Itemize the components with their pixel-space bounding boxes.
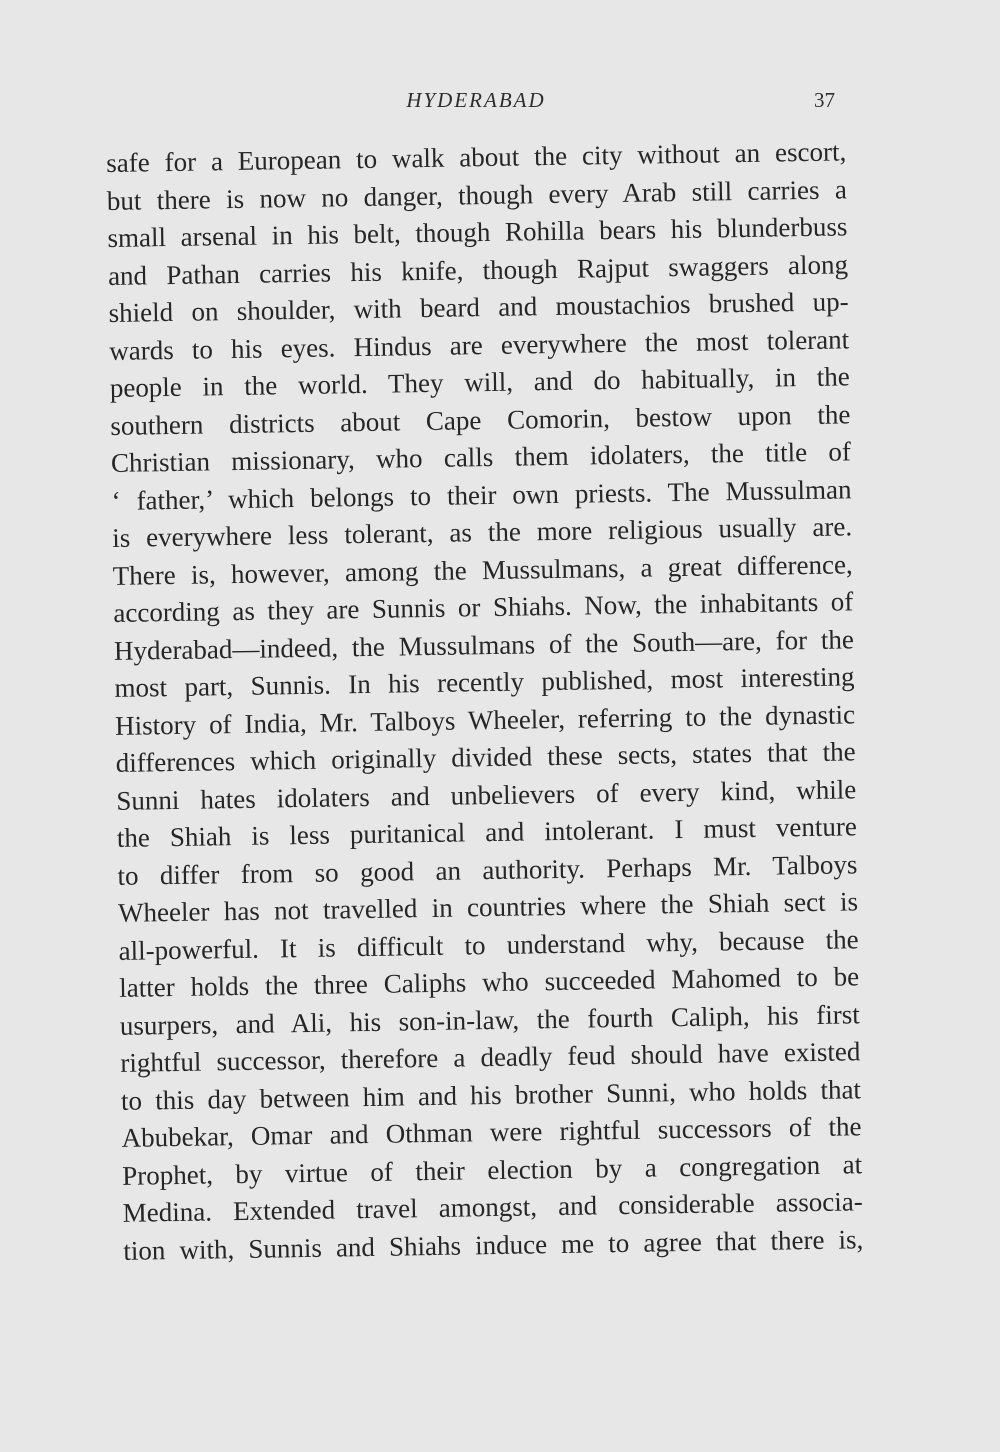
text-line: all-powerful. It is difficult to understand why, because the bbox=[118, 923, 859, 966]
text-line: safe for a European to walk about the city without an escort, bbox=[106, 136, 847, 178]
text-line: latter holds the three Caliphs who succeeded Mahomed to be bbox=[119, 961, 860, 1003]
text-line: Abubekar, Omar and Othman were rightful successors of the bbox=[121, 1111, 862, 1153]
text-line: Wheeler has not travelled in countries where the Shiah sect is bbox=[117, 886, 859, 928]
text-line: small arsenal in his belt, though Rohilla bears his blunderbuss bbox=[107, 211, 848, 253]
text-line: History of India, Mr. Talboys Wheeler, referring to the dynastic bbox=[114, 698, 856, 741]
text-line: and Pathan carries his knife, though Rajput swaggers along bbox=[107, 248, 849, 291]
text-line: Hyderabad—indeed, the Mussulmans of the South—are, for the bbox=[113, 623, 855, 666]
text-line: Medina. Extended travel amongst, and considerable associa- bbox=[122, 1186, 863, 1228]
text-line: There is, however, among the Mussulmans, a great difference, bbox=[112, 548, 853, 591]
text-line: the Shiah is less puritanical and intolerant. I must venture bbox=[116, 811, 858, 853]
page-number: 37 bbox=[814, 88, 835, 112]
text-line: Christian missionary, who calls them idolaters, the title of bbox=[110, 436, 852, 478]
running-head bbox=[0, 88, 1000, 118]
body-text bbox=[106, 133, 864, 1269]
text-line: most part, Sunnis. In his recently published, most interesting bbox=[114, 661, 855, 703]
text-line: tion with, Sunnis and Shiahs induce me to agree that there is, bbox=[123, 1223, 864, 1266]
text-line: Prophet, by virtue of their election by a congregation at bbox=[121, 1148, 863, 1191]
text-line: southern districts about Cape Comorin, bestow upon the bbox=[110, 398, 851, 441]
text-line: differences which originally divided these sects, states that the bbox=[115, 736, 856, 778]
running-head-title: HYDERABAD bbox=[406, 88, 546, 112]
text-line: rightful successor, therefore a deadly feud should have existed bbox=[120, 1036, 861, 1078]
text-line: people in the world. They will, and do habitually, in the bbox=[109, 361, 850, 403]
text-line: is everywhere less tolerant, as the more religious usually are. bbox=[111, 511, 853, 553]
text-line: according as they are Sunnis or Shiahs. Now, the inhabitants of bbox=[113, 586, 854, 628]
text-line: to differ from so good an authority. Perhaps Mr. Talboys bbox=[117, 848, 858, 891]
text-line: but there is now no danger, though every Arab still carries a bbox=[106, 173, 848, 216]
text-line: Sunni hates idolaters and unbelievers of every kind, while bbox=[116, 773, 857, 816]
text-line: usurpers, and Ali, his son-in-law, the fourth Caliph, his first bbox=[119, 998, 860, 1041]
text-line: wards to his eyes. Hindus are everywhere the most tolerant bbox=[108, 323, 850, 366]
text-line: to this day between him and his brother Sunni, who holds that bbox=[120, 1073, 862, 1116]
text-line: ‘ father,’ which belongs to their own priests. The Mussulman bbox=[111, 473, 852, 516]
text-line: shield on shoulder, with beard and moustachios brushed up- bbox=[108, 286, 849, 328]
